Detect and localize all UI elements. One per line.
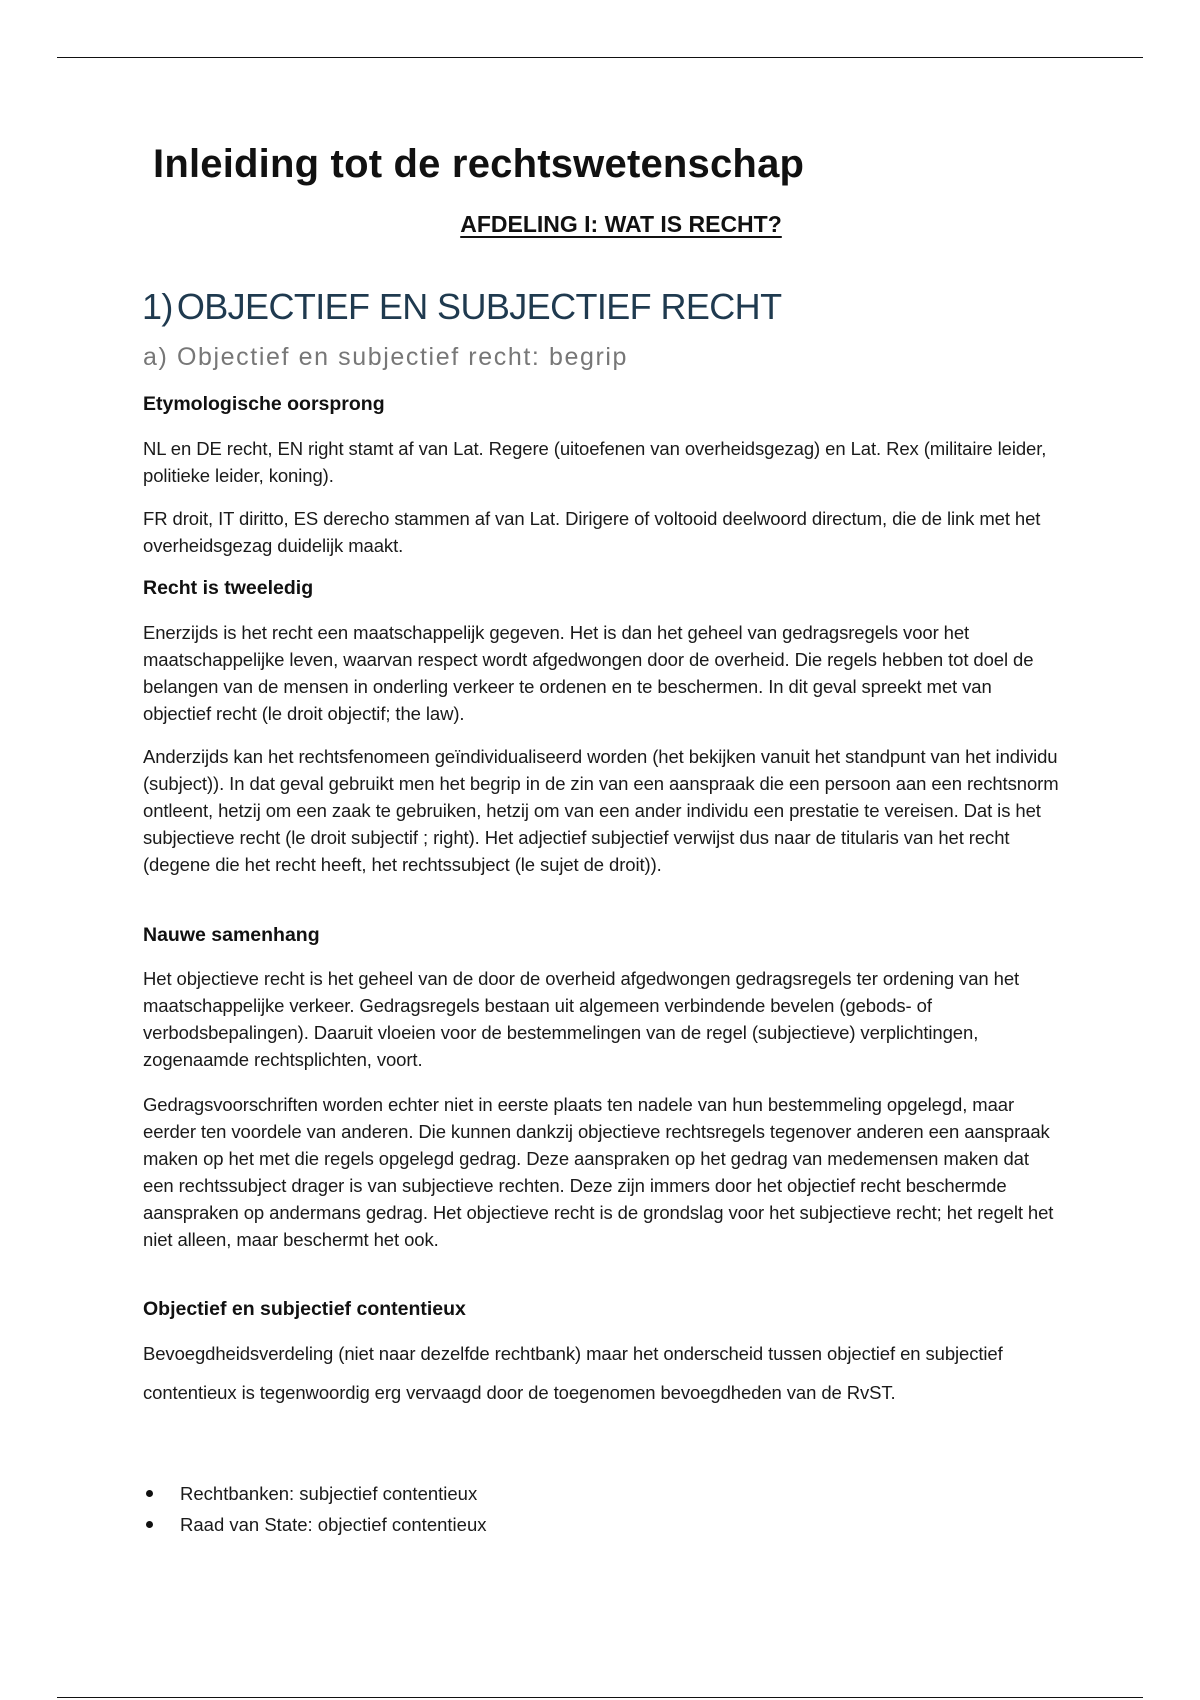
- list-item: [143, 1509, 1063, 1540]
- twofold-paragraph-2: Anderzijds kan het rechtsfenomeen geïndividualiseerd worden (het bekijken vanuit het standpunt van het individu (subject)). In dat geval gebruikt men het begrip in de zin van een aanspraak die een persoon aan een rechtsnorm ontleent, hetzij om een zaak te gebruiken, hetzij om van een ander individu een prestatie te vereisen. Dat is het subjectieve recht (le droit subjectif ; right). Het adjectief subjectief verwijst dus naar de titularis van het recht (degene die het recht heeft, het rechtssubject (le sujet de droit)).: [143, 746, 1059, 875]
- list-item-text: Raad van State: objectief contentieux: [180, 1514, 487, 1535]
- court-list: [143, 1478, 1063, 1540]
- bullet-icon: [146, 1490, 153, 1497]
- twofold-paragraph-1: Enerzijds is het recht een maatschappelijk gegeven. Het is dan het geheel van gedragsregels voor het maatschappelijke leven, waarvan respect wordt afgedwongen door de overheid. Die regels hebben tot doel de belangen van de mensen in onderling verkeer te ordenen en te beschermen. In dit geval spreekt met van objectief recht (le droit objectif; the law).: [143, 622, 1034, 724]
- bullet-icon: [146, 1521, 153, 1528]
- list-item-text: Rechtbanken: subjectief contentieux: [180, 1483, 478, 1504]
- coherence-paragraph-2: Gedragsvoorschriften worden echter niet in eerste plaats ten nadele van hun bestemmeling opgelegd, maar eerder ten voordele van anderen. Die kunnen dankzij objectieve rechtsregels tegenover anderen een aanspraak maken op het met die regels opgelegd gedrag. Deze aanspraken op het gedrag van medemensen maken dat een rechtssubject drager is van subjectieve rechten. Deze zijn immers door het objectief recht beschermde aanspraken op andermans gedrag. Het objectieve recht is de grondslag voor het subjectieve recht; het regelt het niet alleen, maar beschermt het ook.: [143, 1094, 1054, 1250]
- top-rule: [57, 57, 1143, 58]
- etymology-paragraph-1: NL en DE recht, EN right stamt af van Lat. Regere (uitoefenen van overheidsgezag) en Lat. Rex (militaire leider, politieke leider, koning).: [143, 438, 1047, 486]
- subsection-heading: a) Objectief en subjectief recht: begrip: [143, 343, 629, 371]
- etymology-paragraph-2: FR droit, IT diritto, ES derecho stammen af van Lat. Dirigere of voltooid deelwoord directum, die de link met het overheidsgezag duidelijk maakt.: [143, 508, 1041, 556]
- contentieux-paragraph-1: Bevoegdheidsverdeling (niet naar dezelfde rechtbank) maar het onderscheid tussen objectief en subjectief contentieux is tegenwoordig erg vervaagd door de toegenomen bevoegdheden van de RvST.: [143, 1343, 1003, 1403]
- bottom-rule: [57, 1697, 1143, 1698]
- etymology-heading: Etymologische oorsprong: [143, 393, 385, 415]
- section-heading: AFDELING I: WAT IS RECHT?: [460, 211, 782, 237]
- chapter-heading: [142, 286, 781, 328]
- document-title: Inleiding tot de rechtswetenschap: [153, 142, 805, 186]
- chapter-number: 1): [142, 286, 173, 327]
- contentieux-heading: Objectief en subjectief contentieux: [143, 1298, 466, 1320]
- chapter-title: OBJECTIEF EN SUBJECTIEF RECHT: [176, 286, 782, 327]
- twofold-heading: Recht is tweeledig: [143, 577, 314, 599]
- coherence-paragraph-1: Het objectieve recht is het geheel van de door de overheid afgedwongen gedragsregels ter ordening van het maatschappelijke verkeer. Gedragsregels bestaan uit algemeen verbindende bevelen (gebods- of verbodsbepalingen). Daaruit vloeien voor de bestemmelingen van de regel (subjectieve) verplichtingen, zogenaamde rechtsplichten, voort.: [143, 968, 1020, 1070]
- list-item: [143, 1478, 1063, 1509]
- coherence-heading: Nauwe samenhang: [143, 924, 320, 946]
